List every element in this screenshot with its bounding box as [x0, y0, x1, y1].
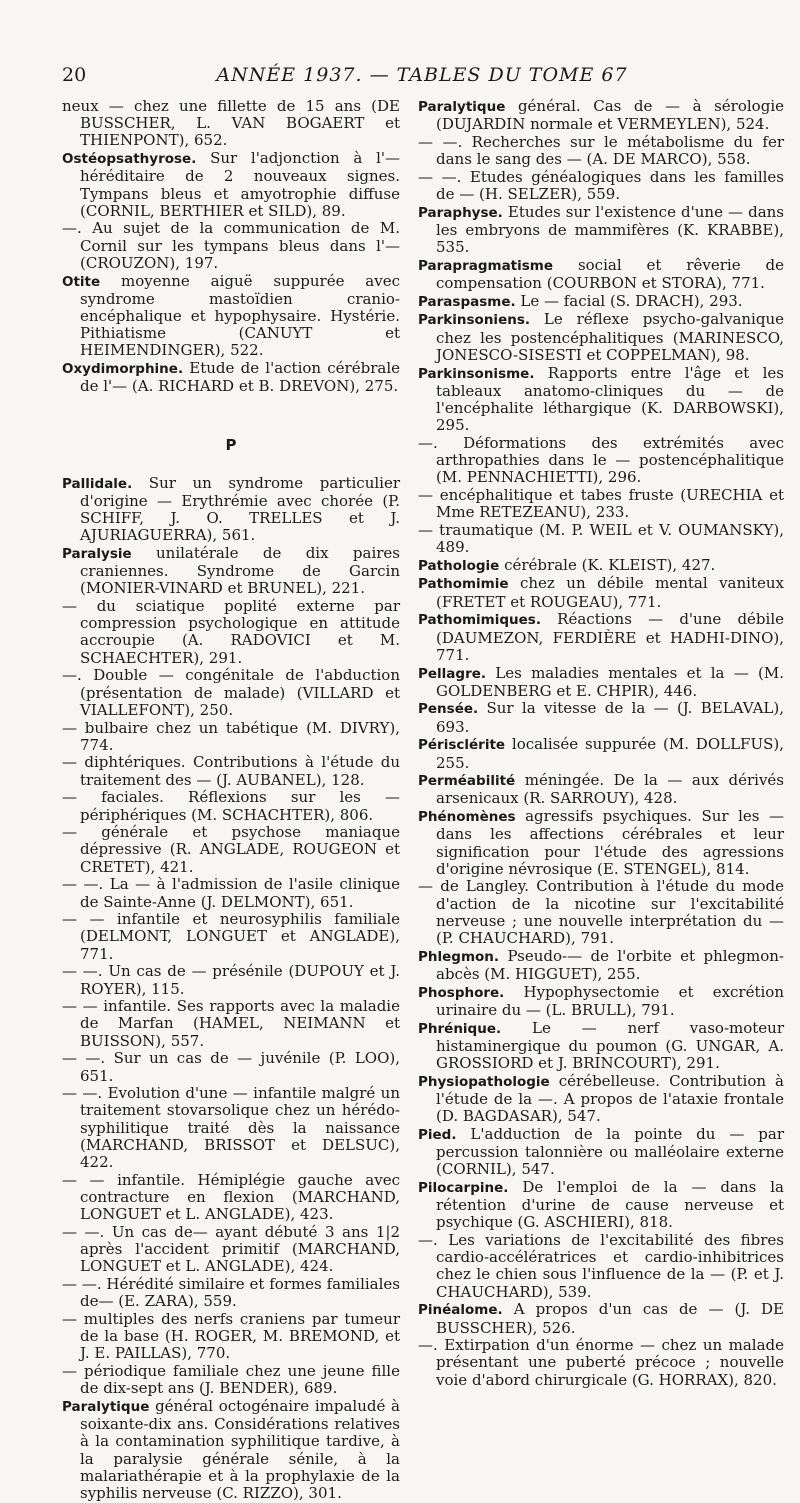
entry-headword: Pinéalome. [418, 1302, 503, 1319]
entry-text: — —. Sur un cas de — juvénile (P. LOO), 651. [62, 1049, 400, 1085]
entry-text: Pseudo-— de l'orbite et phlegmon-abcès (M. HIGGUET), 255. [436, 946, 784, 983]
entry-text: moyenne aiguë suppurée avec syndrome mastoïdien cranio-encéphalique et hypophysaire. Hystérie. Pithiatisme (CANUYT et HEIMENDINGER), 522. [80, 271, 400, 360]
entry-text: — du sciatique poplité externe par compression psychologique en attitude accroupie (A. RADOVICI et M. SCHAECHTER), 291. [62, 597, 400, 667]
entry-headword: Paralysie [62, 545, 132, 562]
entry-text: neux — chez une fillette de 15 ans (DE BUSSCHER, L. VAN BOGAERT et THIENPONT), 652. [62, 97, 400, 150]
entry-headword: Pellagre. [418, 665, 487, 682]
entry-text: chez un débile mental vaniteux (FRETET et ROUGEAU), 771. [436, 574, 784, 611]
index-entry [418, 98, 784, 133]
entry-headword: Oxydimorphine. [62, 361, 184, 378]
entry-text: Sur l'adjonction à l'— héréditaire de 2 nouveaux signes. Tympans bleus et amyotrophie diffuse (CORNIL, BERTHIER et SILD), 89. [80, 149, 400, 220]
index-entry [418, 1020, 784, 1073]
running-title: ANNÉE 1937. — TABLES DU TOME 67 [216, 64, 628, 86]
index-entry [418, 1126, 784, 1179]
entry-text: —. Déformations des extrémités avec arthropathies dans le — postencéphalitique (M. PENNACHIETTI), 296. [418, 433, 784, 487]
entry-headword: Physiopathologie [418, 1073, 550, 1090]
entry-text: social et rêverie de compensation (COURBON et STORA), 771. [436, 255, 784, 293]
entry-text: général octogénaire impaludé à soixante-dix ans. Considérations relatives à la contamination syphilitique tardive, à la paralysie générale sénile, à la malariathérapie et à la prophylaxie de la syphilis nerveuse (C. RIZZO), 301. [80, 1396, 400, 1502]
entry-text: —. Double — congénitale de l'abduction (présentation de malade) (VILLARD et VIALLEFONT), 250. [62, 666, 400, 719]
entry-headword: Paralytique [62, 1398, 150, 1415]
entry-text: — — infantile et neurosyphilis familiale (DELMONT, LONGUET et ANGLADE), 771. [62, 910, 400, 963]
entry-text: Le réflexe psycho-galvanique chez les postencéphalitiques (MARINESCO, JONESCO-SISESTI et COPPELMAN), 98. [436, 310, 784, 364]
entry-text: cérébrale (K. KLEIST), 427. [499, 555, 716, 574]
index-entry [62, 963, 400, 997]
index-entry [418, 435, 784, 487]
entry-text: — — infantile. Ses rapports avec la maladie de Marfan (HAMEL, NEIMANN et BUISSON), 557. [62, 997, 400, 1050]
entry-headword: Parapragmatisme [418, 257, 554, 274]
entry-text: Etudes sur l'existence d'une — dans les embryons de mammifères (K. KRABBE), 535. [436, 202, 784, 257]
entry-text: — —. Un cas de— ayant débuté 3 ans 1|2 après l'accident primitif (MARCHAND, LONGUET et L. ANGLADE), 424. [62, 1222, 400, 1276]
index-entry [418, 487, 784, 521]
entry-text: — bulbaire chez un tabétique (M. DIVRY), 774. [62, 718, 400, 754]
entry-headword: Pilocarpine. [418, 1179, 509, 1196]
index-entry [62, 789, 400, 823]
index-entry [62, 150, 400, 220]
entry-headword: Ostéopsathyrose. [62, 151, 197, 168]
entry-text: Hypophysectomie et excrétion urinaire du — (L. BRULL), 791. [436, 982, 784, 1019]
entry-headword: Phosphore. [418, 984, 505, 1001]
entry-text: —. Au sujet de la communication de M. Cornil sur les tympans bleus dans l'— (CROUZON), 197. [62, 219, 400, 272]
index-entry [62, 720, 400, 754]
index-entry [418, 1073, 784, 1126]
entry-text: — —. Un cas de — présénile (DUPOUY et J. ROYER), 115. [62, 962, 400, 998]
index-entry [62, 598, 400, 667]
index-entry [418, 772, 784, 807]
index-entry [418, 365, 784, 435]
right-column [418, 98, 784, 1389]
entry-text: localisée suppurée (M. DOLLFUS), 255. [436, 735, 784, 772]
index-entry [418, 522, 784, 556]
entry-text: — —. Hérédité similaire et formes familiales de— (E. ZARA), 559. [62, 1275, 400, 1311]
entry-text: Etude de l'action cérébrale de l'— (A. RICHARD et B. DREVON), 275. [80, 359, 400, 396]
entry-headword: Phrénique. [418, 1020, 502, 1037]
entry-text: cérébelleuse. Contribution à l'étude de la —. A propos de l'ataxie frontale (D. BAGDASAR), 547. [436, 1071, 784, 1126]
entry-text: — faciales. Réflexions sur les — périphériques (M. SCHACHTER), 806. [62, 788, 400, 824]
index-entry [62, 1224, 400, 1276]
entry-text: général. Cas de — à sérologie (DUJARDIN normale et VERMEYLEN), 524. [436, 97, 784, 134]
index-entry [62, 475, 400, 545]
entry-text: — —. La — à l'admission de l'asile clinique de Sainte-Anne (J. DELMONT), 651. [62, 875, 400, 911]
entry-headword: Paraspasme. [418, 293, 516, 310]
left-entries-p [62, 475, 400, 1502]
entry-text: — générale et psychose maniaque dépressive (R. ANGLADE, ROUGEON et CRETET), 421. [62, 823, 400, 876]
entry-text: — traumatique (M. P. WEIL et V. OUMANSKY), 489. [418, 520, 784, 557]
index-entry [62, 1363, 400, 1397]
index-entry [418, 257, 784, 292]
index-entry [418, 1337, 784, 1389]
entry-headword: Perméabilité [418, 773, 516, 790]
entry-headword: Phlegmon. [418, 948, 500, 965]
entry-text: — multiples des nerfs craniens par tumeur de la base (H. ROGER, M. BREMOND, et J. E. PAILLAS), 770. [62, 1309, 400, 1363]
entry-text: Rapports entre l'âge et les tableaux anatomo-cliniques du — de l'encéphalite léthargique (K. DARBOWSKI), 295. [436, 363, 784, 435]
entry-text: — —. Recherches sur le métabolisme du fer dans le sang des — (A. DE MARCO), 558. [418, 132, 784, 169]
entry-text: — de Langley. Contribution à l'étude du mode d'action de la nicotine sur l'excitabilité nerveuse ; une nouvelle interprétation du — (P. CHAUCHARD), 791. [418, 877, 784, 948]
entry-text: — —. Etudes généalogiques dans les familles de — (H. SELZER), 559. [418, 167, 784, 204]
entry-headword: Pensée. [418, 701, 479, 718]
right-entries [418, 98, 784, 1389]
index-entry [62, 754, 400, 788]
index-entry [418, 311, 784, 364]
entry-text: unilatérale de dix paires craniennes. Syndrome de Garcin (MONIER-VINARD et BRUNEL), 221. [80, 543, 400, 598]
index-entry [62, 360, 400, 395]
left-column [62, 98, 400, 1503]
entry-text: méningée. De la — aux dérivés arsenicaux (R. SARROUY), 428. [436, 771, 784, 808]
entry-text: Réactions — d'une débile (DAUMEZON, FERDIÈRE et HADHI-DINO), 771. [436, 610, 784, 664]
index-entry [418, 984, 784, 1019]
index-entry [418, 948, 784, 983]
entry-text: —. Les variations de l'excitabilité des fibres cardio-accélératrices et cardio-inhibitrices chez le chien sous l'influence de la — (P. et J. CHAUCHARD), 539. [418, 1231, 784, 1301]
index-entry [62, 1311, 400, 1363]
page-number: 20 [62, 64, 87, 86]
entry-text: — diphtériques. Contributions à l'étude du traitement des — (J. AUBANEL), 128. [62, 753, 400, 789]
index-entry [62, 1276, 400, 1310]
index-entry [418, 611, 784, 664]
index-entry [62, 220, 400, 272]
index-entry [62, 1172, 400, 1224]
entry-headword: Parkinsonisme. [418, 365, 535, 382]
entry-text: —. Extirpation d'un énorme — chez un malade présentant une puberté précoce ; nouvelle voie d'abord chirurgicale (G. HORRAX), 820. [418, 1336, 784, 1389]
index-entry [62, 1050, 400, 1084]
entry-headword: Paraphyse. [418, 204, 503, 221]
entry-text: agressifs psychiques. Sur les — dans les affections cérébrales et leur signification pour l'étude des agressions d'origine névrosique (E. STENGEL), 814. [436, 807, 784, 878]
index-entry [418, 665, 784, 700]
entry-text: A propos d'un cas de — (J. DE BUSSCHER), 526. [436, 1300, 784, 1337]
index-entry [62, 911, 400, 963]
index-entry [418, 878, 784, 947]
index-entry [62, 98, 400, 150]
page-header [62, 64, 782, 94]
index-entry [418, 1232, 784, 1301]
index-entry [418, 700, 784, 735]
index-entry [62, 545, 400, 598]
index-entry [418, 1179, 784, 1232]
entry-text: — — infantile. Hémiplégie gauche avec contracture en flexion (MARCHAND, LONGUET et L. ANGLADE), 423. [62, 1170, 400, 1224]
index-entry [418, 169, 784, 203]
index-entry [62, 1398, 400, 1502]
entry-headword: Périsclérite [418, 737, 506, 754]
entry-text: Sur la vitesse de la — (J. BELAVAL), 693. [436, 699, 784, 736]
entry-text: — encéphalitique et tabes fruste (URECHIA et Mme RETEZEANU), 233. [418, 485, 784, 522]
entry-headword: Pathomimie [418, 576, 509, 593]
index-entry [418, 808, 784, 878]
entry-text: Sur un syndrome particulier d'origine — Erythrémie avec chorée (P. SCHIFF, J. O. TRELLES et J. AJURIAGUERRA), 561. [80, 473, 400, 545]
entry-text: — —. Evolution d'une — infantile malgré un traitement stovarsolique chez un hérédo-syphilitique traité dès la naissance (MARCHAND, BRISSOT et DELSUC), 422. [62, 1084, 400, 1172]
entry-text: Les maladies mentales et la — (M. GOLDENBERG et E. CHPIR), 446. [436, 663, 784, 700]
entry-headword: Pathologie [418, 557, 500, 574]
entry-headword: Paralytique [418, 99, 506, 115]
index-entry [418, 204, 784, 257]
entry-text: De l'emploi de la — dans la rétention d'urine de cause nerveuse et psychique (G. ASCHIERI), 818. [436, 1177, 784, 1232]
entry-headword: Otite [62, 273, 101, 290]
index-entry [418, 557, 784, 575]
left-entries-o [62, 98, 400, 395]
entry-text: Le — nerf vaso-moteur histaminergique du poumon (G. UNGAR, A. GROSSIORD et J. BRINCOURT), 291. [436, 1018, 784, 1072]
index-entry [62, 667, 400, 719]
index-entry [418, 134, 784, 168]
entry-headword: Pathomimiques. [418, 612, 541, 629]
entry-headword: Parkinsoniens. [418, 312, 530, 329]
index-entry [418, 293, 784, 311]
entry-text: — périodique familiale chez une jeune fille de dix-sept ans (J. BENDER), 689. [62, 1362, 400, 1398]
index-entry [418, 1301, 784, 1336]
index-entry [62, 998, 400, 1050]
section-letter: P [225, 436, 237, 455]
entry-text: Le — facial (S. DRACH), 293. [515, 291, 743, 310]
entry-headword: Pallidale. [62, 475, 133, 492]
index-entry [418, 575, 784, 610]
index-entry [62, 876, 400, 910]
index-entry [418, 736, 784, 771]
index-entry [62, 273, 400, 360]
entry-text: L'adduction de la pointe du — par percussion talonnière ou malléolaire externe (CORNIL), 547. [436, 1124, 784, 1179]
index-entry [62, 1085, 400, 1171]
entry-headword: Phénomènes [418, 809, 516, 826]
entry-headword: Pied. [418, 1126, 457, 1143]
index-entry [62, 824, 400, 876]
